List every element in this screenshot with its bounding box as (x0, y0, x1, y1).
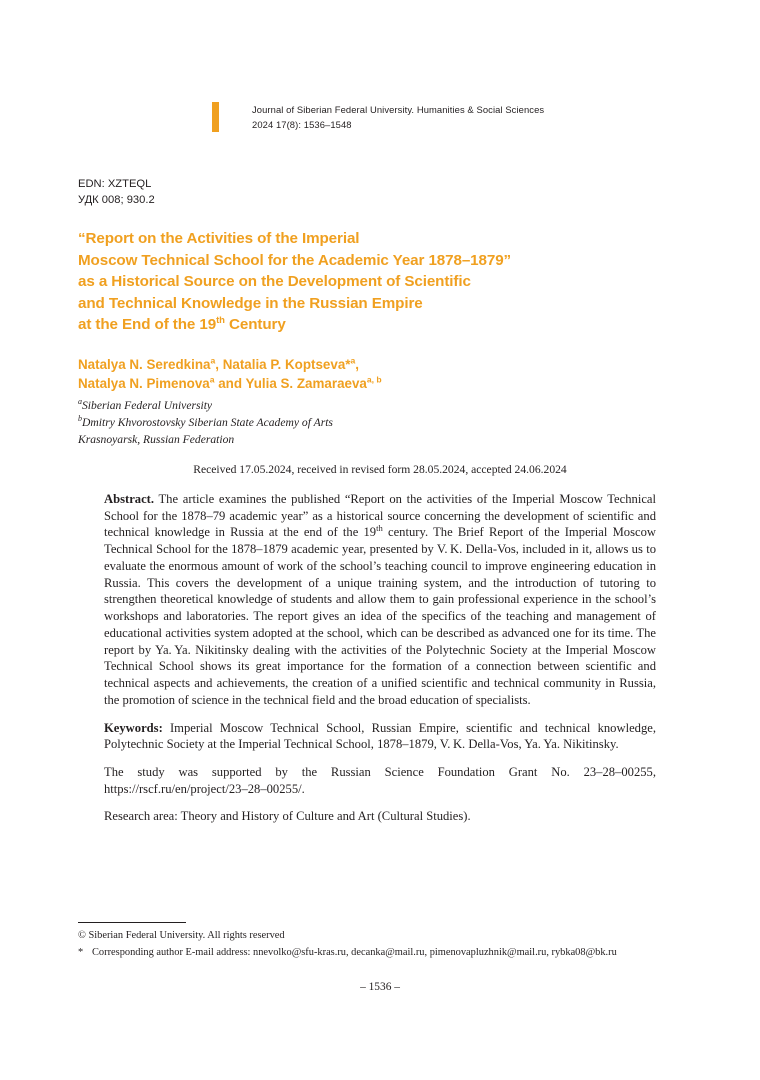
keywords-paragraph (104, 720, 656, 753)
author-list (78, 355, 678, 394)
journal-header (212, 102, 544, 132)
keywords-text: Imperial Moscow Technical School, Russian Empire, scientific and technical knowledge, Polytechnic Society at the Imperial Technical School, 1878–1879, V. K. Della-Vos, Ya. Ya. Nikitinsky. (104, 720, 656, 752)
affiliation-marker-a: a (78, 397, 82, 407)
author-koptseva: , Natalia P. Koptseva* (215, 357, 351, 372)
author-line-1 (78, 355, 678, 374)
title-line-3: as a Historical Source on the Development of Scientific (78, 273, 471, 291)
copyright-note: © Siberian Federal University. All rights reserved (78, 930, 285, 941)
page-title (78, 228, 678, 336)
abstract-text-part-2: century. The Brief Report of the Imperial Moscow Technical School for the 1878–1879 academic year, presented by V. K. Della-Vos, included in it, allows us to evaluate the enormous amount of work of the school’s teaching council to improve engineering education in Russia. This covers the development of a unique training system, and the introduction of tutoring to strengthen theoretical knowledge of students and allow them to gain professional experience in the school’s workshops and laboratories. The report gives an idea of the specifics of the teaching and management of educational activities system adopted at the school, which can be described as advanced one for its time. The report by Ya. Ya. Nikitinsky dealing with the activities of the Polytechnic Society at the Imperial Moscow Technical School shows its great importance for the formation of a connection between scientific and technical aspects and achievements, the creation of a unified scientific and technical community in Russia, the promotion of science in the technical field and the broad education of specialists. (104, 525, 656, 707)
footnote-block (78, 928, 678, 962)
author-pimenova: Natalya N. Pimenova (78, 376, 210, 392)
title-line-5-post: Century (224, 316, 286, 334)
author-affiliation-marker: a, b (366, 374, 382, 385)
submission-dates: Received 17.05.2024, received in revised form 28.05.2024, accepted 24.06.2024 (193, 463, 567, 476)
author-line-2 (78, 374, 678, 393)
journal-info (252, 102, 544, 132)
author-affiliation-marker: a (209, 374, 215, 385)
author-affiliation-marker: a (210, 355, 216, 366)
funding-paragraph: The study was supported by the Russian Science Foundation Grant No. 23–28–00255, https://rscf.ru/en/project/23–28–00255/. (104, 765, 656, 796)
footnote-star-marker: * (78, 946, 84, 958)
title-line-4: and Technical Knowledge in the Russian Empire (78, 294, 423, 312)
author-affiliation-marker: a (350, 355, 356, 366)
affiliation-marker-b: b (78, 414, 82, 424)
title-line-5-pre: at the End of the 19 (78, 316, 217, 334)
journal-title-line: Journal of Siberian Federal University. Humanities & Social Sciences (252, 104, 545, 115)
affiliation-a (78, 397, 678, 414)
author-zamaraeva: and Yulia S. Zamaraeva (214, 376, 367, 392)
footnote-divider (78, 922, 186, 923)
affiliation-b-label: Dmitry Khvorostovsky Siberian State Academy of Arts (82, 416, 333, 430)
corresponding-author-note (78, 945, 678, 962)
abstract-text-part-1: The article examines the published “Report on the activities of the Imperial Moscow Technical School for the 1878–79 academic year” as a historical source concerning the development of scientific and technical knowledge in Russia at the end of the 19 (104, 492, 656, 540)
edn-line: EDN: XZTEQL (78, 178, 152, 190)
page-number: – 1536 – (360, 981, 400, 993)
keywords-label: Keywords: (104, 720, 163, 735)
title-line-1: “Report on the Activities of the Imperial (78, 230, 360, 247)
corresponding-author-text: Corresponding author E-mail address: nnevolko@sfu-kras.ru, decanka@mail.ru, pimenovapluzhnik@mail.ru, rybka08@bk.ru (92, 946, 617, 958)
affiliation-b (78, 414, 678, 431)
abstract-section (104, 491, 656, 836)
affiliation-list (78, 397, 678, 448)
title-line-2: Moscow Technical School for the Academic Year 1878–1879” (78, 251, 512, 269)
title-ordinal-suffix: th (216, 315, 225, 327)
abstract-label: Abstract. (104, 492, 155, 506)
abstract-ordinal-suffix: th (376, 523, 383, 534)
identifiers-block (78, 176, 155, 208)
affiliation-a-label: Siberian Federal University (82, 399, 213, 412)
udc-line: УДК 008; 930.2 (78, 194, 155, 207)
affiliation-city: Krasnoyarsk, Russian Federation (78, 433, 235, 447)
title-line-5 (78, 314, 678, 336)
research-area-paragraph: Research area: Theory and History of Culture and Art (Cultural Studies). (104, 809, 471, 824)
accent-bar (212, 102, 219, 132)
journal-issue-line: 2024 17(8): 1536–1548 (252, 118, 352, 130)
author-line-1-tail: , (355, 357, 359, 372)
author-seredkina: Natalya N. Seredkina (78, 357, 211, 372)
abstract-paragraph (104, 491, 656, 709)
